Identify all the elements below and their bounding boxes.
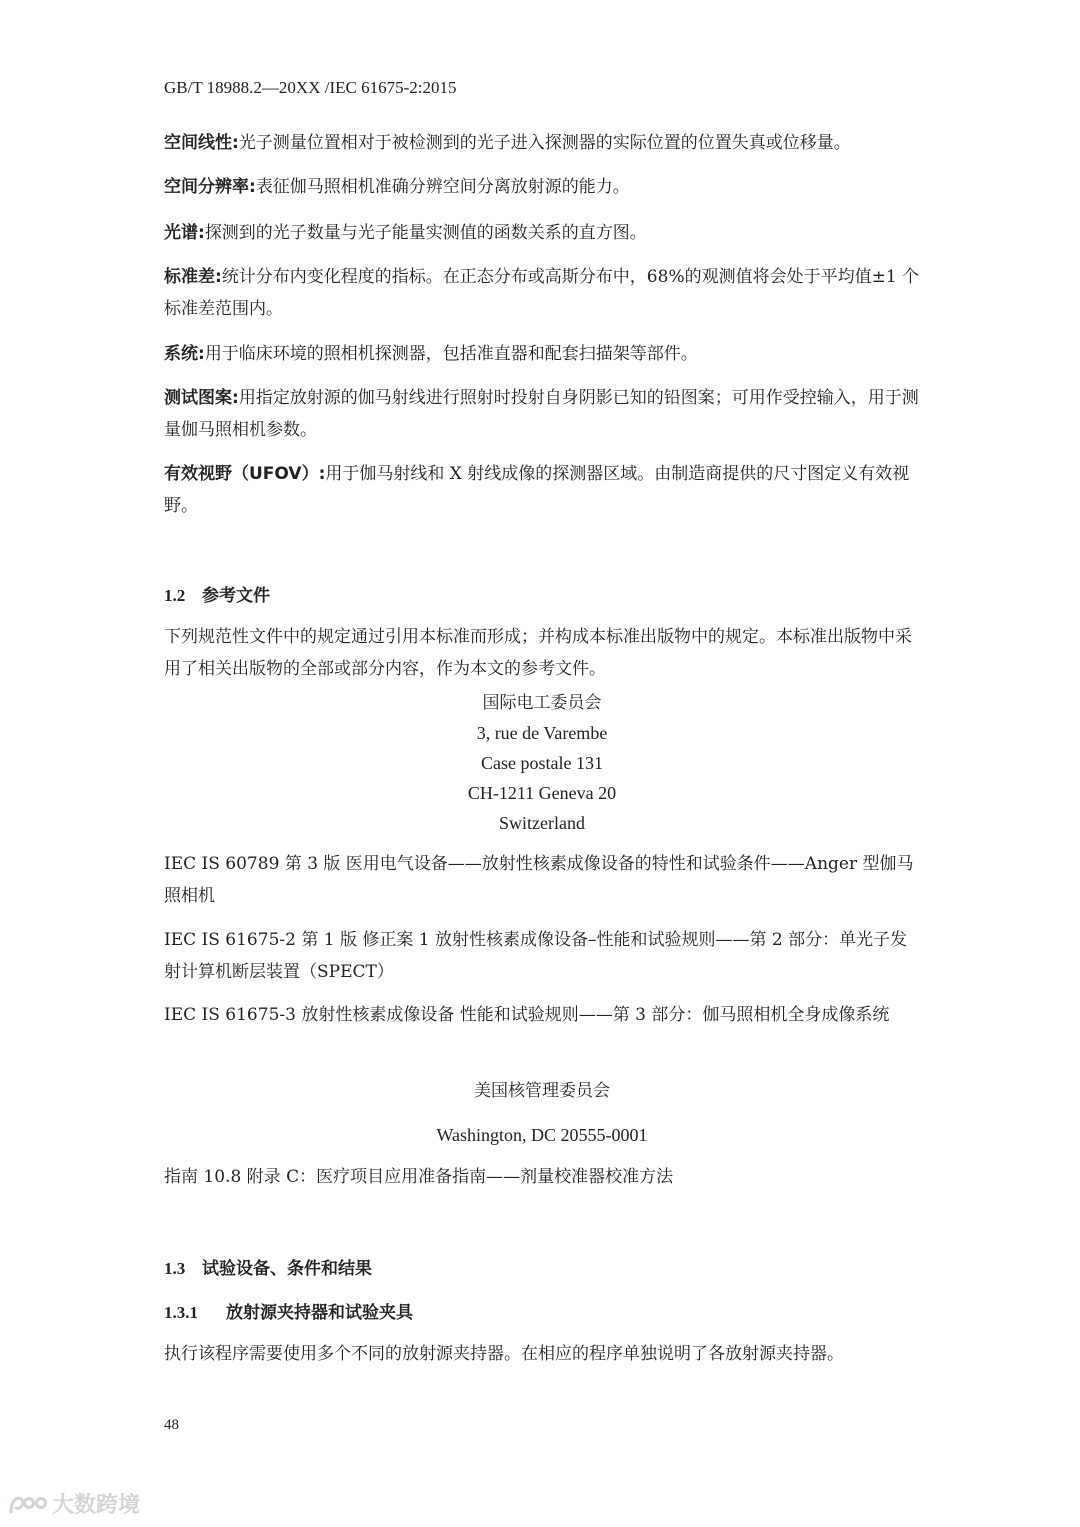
- page-number: 48: [164, 1417, 179, 1433]
- definition-standard-deviation: [164, 261, 920, 325]
- definition-text: 光子测量位置相对于被检测到的光子进入探测器的实际位置的位置失真或位移量。: [238, 133, 851, 153]
- definition-text: 表征伽马照相机准确分辨空间分离放射源的能力。: [255, 177, 630, 197]
- source-holder-text: 执行该程序需要使用多个不同的放射源夹持器。在相应的程序单独说明了各放射源夹持器。: [164, 1344, 844, 1364]
- definition-term: 光谱:: [164, 223, 205, 243]
- nrc-address: Washington, DC 20555-0001: [436, 1125, 648, 1145]
- reference-iec-60789: IEC IS 60789 第 3 版 医用电气设备——放射性核素成像设备的特性和试验条件——Anger 型伽马照相机: [164, 854, 914, 906]
- section-title: 试验设备、条件和结果: [202, 1259, 372, 1279]
- definition-test-pattern: [164, 382, 920, 446]
- section-heading-1-3: [164, 1254, 372, 1279]
- definition-spectrum: [164, 217, 920, 249]
- subsection-number: 1.3.1: [164, 1303, 198, 1322]
- definition-text: 用于伽马射线和 X 射线成像的探测器区域。由制造商提供的尺寸图定义有效视野。: [164, 464, 910, 516]
- watermark: [8, 1488, 140, 1519]
- definition-text: 统计分布内变化程度的指标。在正态分布或高斯分布中，68%的观测值将会处于平均值±1 个标准差范围内。: [164, 267, 920, 319]
- definition-ufov: [164, 458, 920, 522]
- definition-text: 用指定放射源的伽马射线进行照射时投射自身阴影已知的铅图案；可用作受控输入，用于测量伽马照相机参数。: [164, 388, 919, 440]
- watermark-logo-icon: [8, 1492, 48, 1516]
- page-header: GB/T 18988.2—20XX /IEC 61675-2:2015: [164, 78, 457, 97]
- definition-term: 有效视野（UFOV）:: [164, 464, 326, 484]
- references-intro: 下列规范性文件中的规定通过引用本标准而形成；并构成本标准出版物中的规定。本标准出版物中采用了相关出版物的全部或部分内容，作为本文的参考文件。: [164, 627, 912, 679]
- section-number: 1.3: [164, 1259, 186, 1278]
- definition-term: 系统:: [164, 344, 205, 364]
- definition-spatial-resolution: [164, 171, 920, 203]
- iec-postbox: Case postale 131: [481, 753, 603, 773]
- reference-iec-61675-3: IEC IS 61675-3 放射性核素成像设备 性能和试验规则——第 3 部分：伽马照相机全身成像系统: [164, 1005, 890, 1025]
- watermark-text: 大数跨境: [52, 1493, 141, 1518]
- definition-text: 用于临床环境的照相机探测器，包括准直器和配套扫描架等部件。: [204, 344, 698, 364]
- definition-spatial-linearity: [164, 127, 920, 159]
- iec-city: CH-1211 Geneva 20: [467, 783, 617, 803]
- iec-address-block: [164, 688, 920, 838]
- definition-term: 空间线性:: [164, 133, 239, 153]
- iec-name: 国际电工委员会: [482, 693, 602, 713]
- section-heading-1-2: [164, 581, 270, 606]
- nrc-name: 美国核管理委员会: [474, 1081, 610, 1101]
- definition-term: 标准差:: [164, 267, 222, 287]
- reference-iec-61675-2: IEC IS 61675-2 第 1 版 修正案 1 放射性核素成像设备–性能和试验规则——第 2 部分：单光子发射计算机断层装置（SPECT）: [164, 930, 908, 982]
- iec-country: Switzerland: [499, 813, 585, 833]
- definition-term: 空间分辨率:: [164, 177, 256, 197]
- section-number: 1.2: [164, 586, 186, 605]
- reference-nrc-guide: 指南 10.8 附录 C：医疗项目应用准备指南——剂量校准器校准方法: [164, 1167, 674, 1187]
- definition-term: 测试图案:: [164, 388, 239, 408]
- definition-text: 探测到的光子数量与光子能量实测值的函数关系的直方图。: [204, 223, 647, 243]
- subsection-heading-1-3-1: [164, 1298, 413, 1323]
- subsection-title: 放射源夹持器和试验夹具: [226, 1303, 413, 1323]
- section-title: 参考文件: [202, 586, 270, 606]
- definition-system: [164, 338, 920, 370]
- iec-street: 3, rue de Varembe: [476, 723, 608, 743]
